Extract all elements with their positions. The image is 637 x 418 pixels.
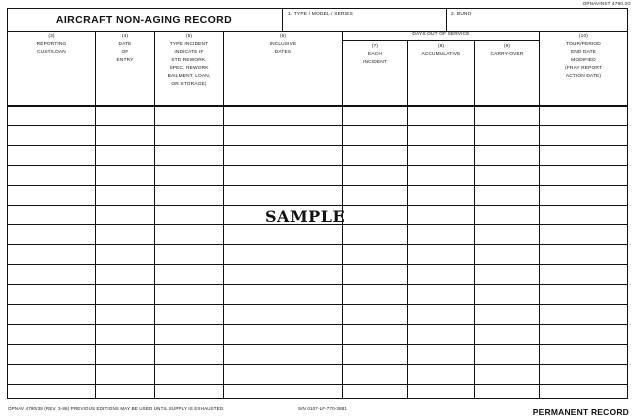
- stock-number: S/N 0107-LF-770-3881: [298, 406, 348, 411]
- sample-watermark: SAMPLE: [265, 207, 346, 226]
- permanent-record-label: PERMANENT RECORD: [532, 407, 629, 417]
- col5-line4: SPEC. REWORK: [169, 66, 209, 71]
- body-top-rule: [8, 105, 627, 107]
- col9-number: (9): [503, 44, 511, 49]
- table-row-rule: [8, 264, 627, 265]
- col6-line1: INCLUSIVE: [269, 42, 297, 47]
- col3-line1: REPORTING: [36, 42, 67, 47]
- col10-line2: END DATE: [570, 50, 597, 55]
- form-edition-note: OPNAV 4790/38 (REV. 3-86) PREVIOUS EDITIONS MAY BE USED UNTIL SUPPLY IS EXHAUSTED.: [8, 406, 225, 411]
- col7-line2: INCIDENT: [363, 60, 387, 65]
- col3-number: (3): [48, 34, 55, 39]
- form-title: AIRCRAFT NON-AGING RECORD: [55, 14, 233, 26]
- col4-line1: DATE: [118, 42, 132, 47]
- col4-line2: OF: [121, 50, 129, 55]
- table-row-rule: [8, 244, 627, 245]
- col6-line2: DATES: [274, 50, 292, 55]
- days-out-of-service-header: DAYS OUT OF SERVICE: [412, 32, 470, 37]
- table-row-rule: [8, 284, 627, 285]
- table-row-rule: [8, 165, 627, 166]
- table-row-rule: [8, 185, 627, 186]
- col10-line3: MODIFIED: [571, 58, 596, 63]
- table-row-rule: [8, 364, 627, 365]
- col10-line4: (FRAY REPORT: [565, 66, 602, 71]
- col5-number: (5): [185, 34, 193, 39]
- col9-line1: CARRY-OVER: [490, 52, 524, 57]
- table-row-rule: [8, 384, 627, 385]
- table-row-rule: [8, 125, 627, 126]
- col5-line5: BAILMENT, LOAN,: [167, 74, 211, 79]
- type-model-series-label: 1. TYPE / MODEL / SERIES: [288, 12, 354, 17]
- col10-line5: ACTION DATE): [565, 74, 602, 79]
- form-id: OPNAVINST 4790.2G: [582, 1, 631, 6]
- table-row-rule: [8, 205, 627, 206]
- col3-line2: CUST/LOAN: [37, 50, 66, 55]
- table-row-rule: [8, 304, 627, 305]
- col7-number: (7): [371, 44, 379, 49]
- col4-line3: ENTRY: [116, 58, 134, 63]
- col7-line1: EACH: [368, 52, 382, 57]
- col5-line1: TYPE INCIDENT: [169, 42, 209, 47]
- col4-number: (4): [121, 34, 129, 39]
- col10-number: (10): [578, 34, 589, 39]
- buno-label: 2. BUNO: [451, 12, 472, 17]
- table-row-rule: [8, 344, 627, 345]
- table-row-rule: [8, 324, 627, 325]
- col5-line6: OR STORAGE): [171, 82, 207, 87]
- col10-line1: TOUR/PERIOD: [566, 42, 601, 47]
- col8-number: (8): [437, 44, 445, 49]
- col6-number: (6): [279, 34, 287, 39]
- col5-line3: STD REWORK,: [171, 58, 207, 63]
- table-row-rule: [8, 145, 627, 146]
- col5-line2: INDICATE IF: [174, 50, 204, 55]
- col8-line1: ACCUMULATIVE: [421, 52, 461, 57]
